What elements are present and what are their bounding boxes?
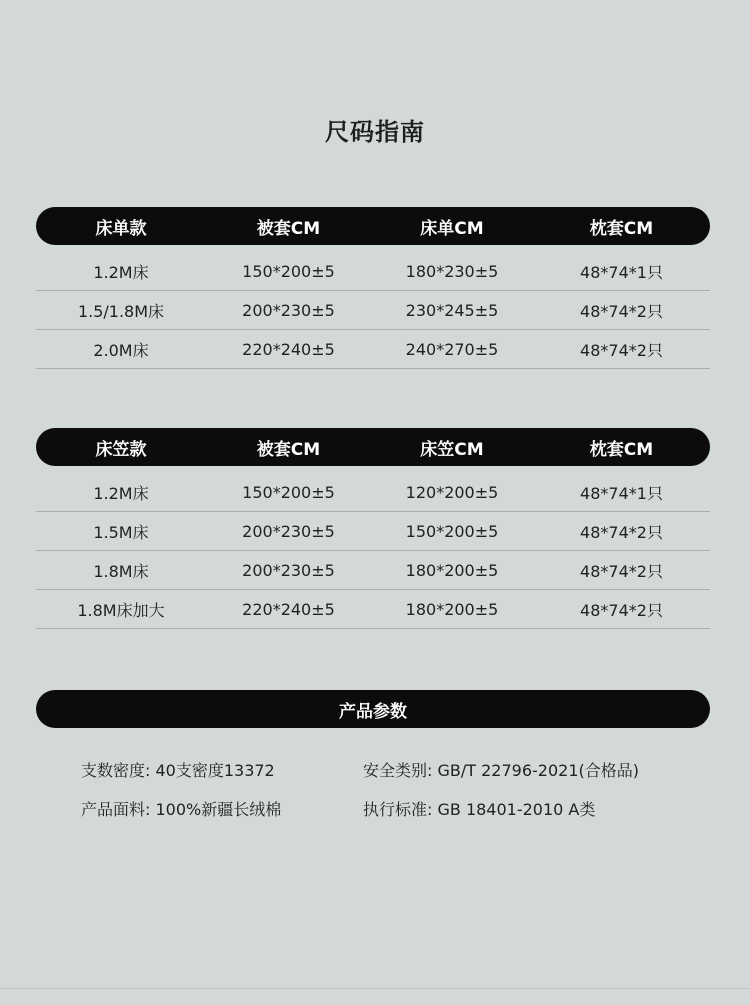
fitted-sheet-table-header [36, 428, 710, 466]
bedsheet-cell: 180*230±5 [405, 261, 499, 281]
safety-category-text: 安全类别: GB/T 22796-2021(合格品) [363, 761, 639, 780]
header-pillowcase: 枕套CM [589, 439, 654, 460]
page-title: 尺码指南 [325, 118, 425, 146]
pillowcase-cell: 48*74*2只 [580, 561, 663, 581]
fitted-sheet-cell: 180*200±5 [405, 560, 499, 580]
bed-size-cell: 2.0M床 [93, 340, 149, 360]
duvet-cover-cell: 150*200±5 [242, 482, 335, 502]
duvet-cover-cell: 220*240±5 [242, 599, 335, 619]
header-style: 床单款 [95, 218, 147, 239]
fitted-sheet-cell: 180*200±5 [405, 599, 499, 619]
header-duvet-cover: 被套CM [256, 218, 321, 239]
table-row [36, 590, 710, 629]
table-row [36, 291, 710, 330]
standard-text: 执行标准: GB 18401-2010 A类 [363, 800, 596, 819]
header-bedsheet: 床单CM [420, 218, 484, 239]
duvet-cover-cell: 200*230±5 [242, 300, 335, 320]
pillowcase-cell: 48*74*2只 [580, 301, 663, 321]
bed-size-cell: 1.5M床 [93, 522, 149, 542]
table-row [36, 330, 710, 369]
product-params-header: 产品参数 [36, 690, 710, 728]
thread-density-text: 支数密度: 40支密度13372 [81, 761, 275, 780]
header-duvet-cover: 被套CM [256, 439, 321, 460]
bed-size-cell: 1.2M床 [93, 262, 149, 282]
fabric-material-text: 产品面料: 100%新疆长绒棉 [81, 800, 282, 819]
bed-size-cell: 1.8M床 [93, 561, 149, 581]
bedsheet-table-header [36, 207, 710, 245]
bed-size-cell: 1.8M床加大 [77, 600, 165, 620]
bedsheet-cell: 230*245±5 [405, 300, 499, 320]
pillowcase-cell: 48*74*1只 [580, 262, 663, 282]
footer-divider [0, 988, 750, 989]
duvet-cover-cell: 220*240±5 [242, 339, 335, 359]
bed-size-cell: 1.5/1.8M床 [77, 301, 165, 321]
table-row [36, 512, 710, 551]
table-row [36, 473, 710, 512]
bed-size-cell: 1.2M床 [93, 483, 149, 503]
bedsheet-cell: 240*270±5 [405, 339, 499, 359]
fitted-sheet-size-table [36, 428, 710, 629]
header-pillowcase: 枕套CM [589, 218, 654, 239]
duvet-cover-cell: 150*200±5 [242, 261, 335, 281]
pillowcase-cell: 48*74*2只 [580, 600, 663, 620]
table-row [36, 252, 710, 291]
fitted-sheet-cell: 150*200±5 [405, 521, 499, 541]
duvet-cover-cell: 200*230±5 [242, 521, 335, 541]
pillowcase-cell: 48*74*2只 [580, 522, 663, 542]
fitted-sheet-cell: 120*200±5 [405, 482, 499, 502]
header-fitted-sheet: 床笠CM [420, 439, 484, 460]
duvet-cover-cell: 200*230±5 [242, 560, 335, 580]
pillowcase-cell: 48*74*1只 [580, 483, 663, 503]
table-row [36, 551, 710, 590]
header-style: 床笠款 [95, 439, 147, 460]
bedsheet-size-table [36, 207, 710, 369]
pillowcase-cell: 48*74*2只 [580, 340, 663, 360]
